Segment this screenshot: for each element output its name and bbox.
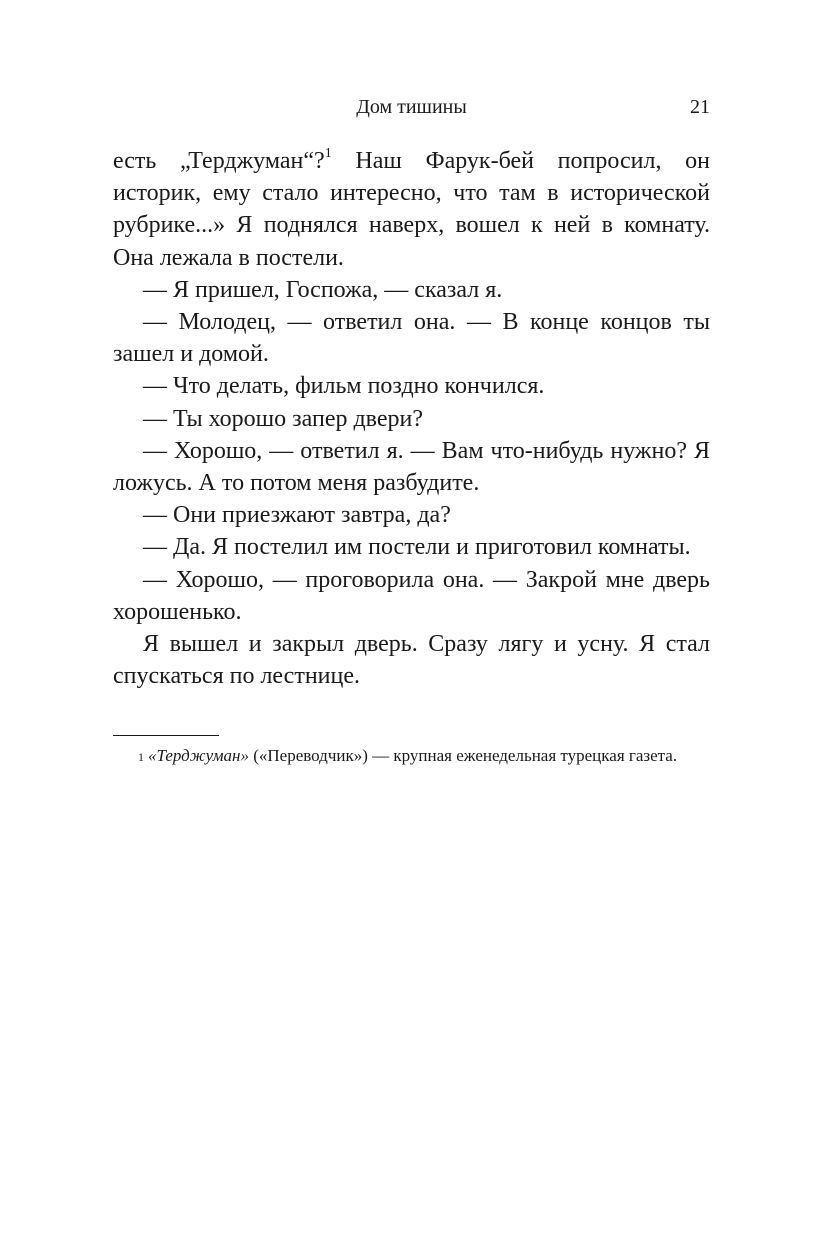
paragraph-10: Я вышел и закрыл дверь. Сразу лягу и усну. Я стал спускаться по лестнице. — [113, 631, 710, 690]
footnote — [113, 742, 710, 769]
paragraph-9: — Хорошо, — проговорила она. — Закрой мне дверь хорошенько. — [113, 566, 710, 625]
paragraph-5: — Ты хорошо запер двери? — [143, 405, 424, 432]
footnote-mark: 1 — [138, 750, 144, 764]
paragraph-2: — Я пришел, Госпожа, — сказал я. — [143, 276, 503, 303]
running-title: Дом тишины — [356, 96, 467, 118]
page-number: 21 — [690, 96, 710, 118]
paragraph-8: — Да. Я постелил им постели и приготовил комнаты. — [143, 534, 691, 561]
footnote-rule — [113, 735, 219, 736]
paragraph-7: — Они приезжают завтра, да? — [143, 502, 451, 529]
paragraph-6: — Хорошо, — ответил я. — Вам что-нибудь нужно? Я ложусь. А то потом меня разбудите. — [113, 437, 710, 497]
paragraph-4: — Что делать, фильм поздно кончился. — [143, 373, 545, 400]
footnote-text: («Переводчик») — крупная еженедельная турецкая газета. — [248, 746, 678, 765]
footnote-title: «Терджуман» — [148, 746, 249, 765]
footnote-reference: 1 — [324, 146, 332, 161]
paragraph-1 — [113, 145, 710, 274]
paragraph-1-rest: Наш Фарук-бей попросил, он историк, ему стало интересно, что там в исторической рубрике...» Я поднялся наверх, вошел к ней в комнату. Она лежала в постели. — [113, 148, 711, 271]
paragraph-3: — Молодец, — ответил она. — В конце концов ты зашел и домой. — [113, 309, 710, 368]
body-text — [113, 145, 710, 692]
running-head — [113, 96, 710, 122]
paragraph-1-start: есть „Терджуман“? — [113, 148, 325, 174]
